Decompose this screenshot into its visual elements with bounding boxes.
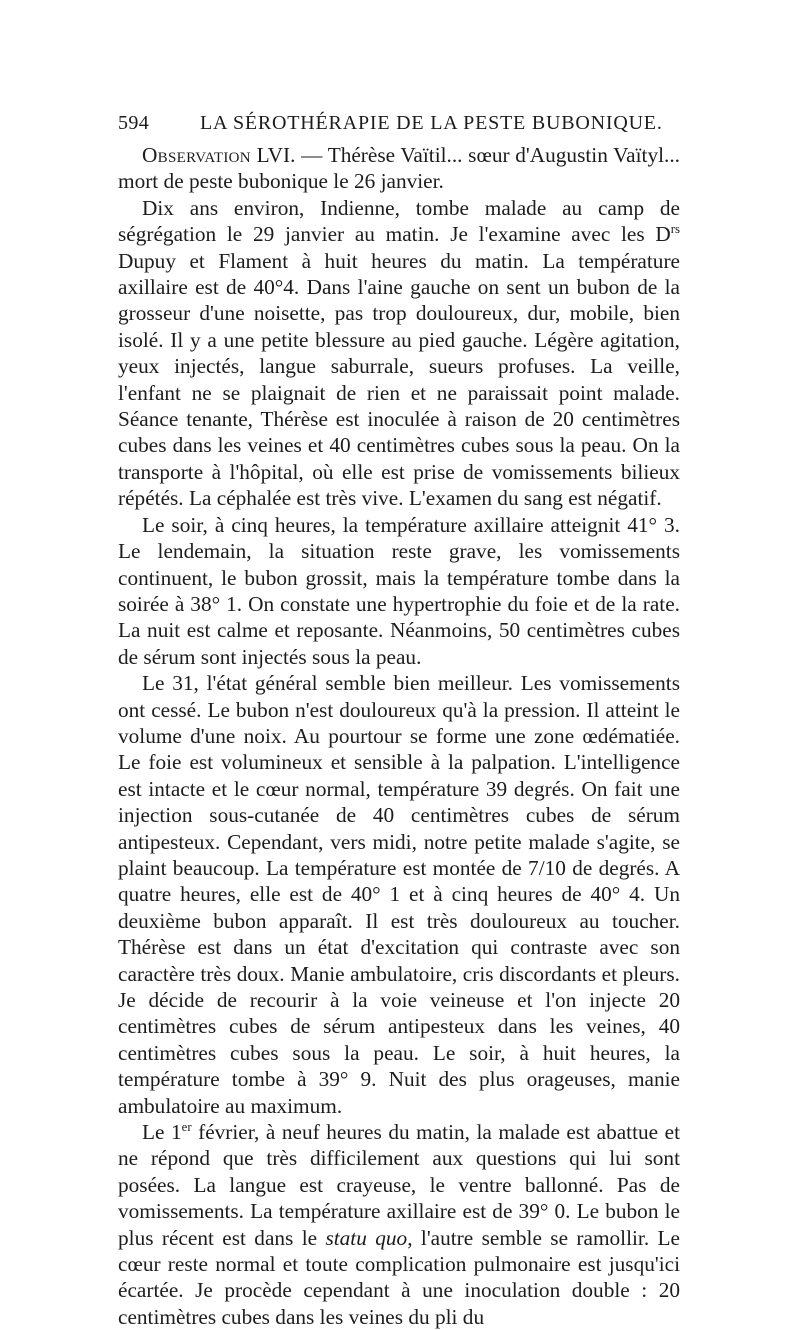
page-number: 594 bbox=[118, 112, 150, 134]
page-header bbox=[118, 112, 680, 142]
paragraph-2-text-a: Dix ans environ, Indienne, tombe malade au camp de ségrégation le 29 janvier au matin. Je l'examine avec les D bbox=[118, 195, 680, 247]
paragraph-5-text-c: , l'autre semble se ramollir. Le cœur reste normal et toute complication pulmonaire est jusqu'ici écartée. Je procède cependant à une inoculation double : 20 centimètres cubes dans les veines du pli du bbox=[118, 1225, 680, 1329]
running-title: LA SÉROTHÉRAPIE DE LA PESTE BUBONIQUE. bbox=[200, 112, 663, 134]
paragraph-2-text-b: Dupuy et Flament à huit heures du matin. La température axillaire est de 40°4. Dans l'aine gauche on sent un bubon de la grosseur d'une noisette, pas trop douloureux, dur, mobile, bien isolé. Il y a une petite blessure au pied gauche. Légère agitation, yeux injectés, langue saburrale, sueurs profuses. La veille, l'enfant ne se plaignait de rien et ne paraissait point malade. Séance tenante, Thérèse est inoculée à raison de 20 centimètres cubes dans les veines et 40 centimètres cubes sous la peau. On la transporte à l'hôpital, où elle est prise de vomissements bilieux répétés. La céphalée est très vive. L'examen du sang est négatif. bbox=[118, 248, 680, 511]
superscript-rs: rs bbox=[670, 222, 680, 237]
superscript-er: er bbox=[181, 1119, 192, 1134]
paragraph-3: Le soir, à cinq heures, la température axillaire atteignit 41° 3. Le lendemain, la situation reste grave, les vomissements continuent, le bubon grossit, mais la température tombe dans la soirée à 38° 1. On constate une hypertrophie du foie et de la rate. La nuit est calme et reposante. Néanmoins, 50 centimètres cubes de sérum sont injectés sous la peau. bbox=[118, 512, 680, 669]
observation-label: Observation bbox=[142, 143, 251, 167]
paragraph-1-text: LVI. — Thérèse Vaïtil... sœur d'Augustin Vaïtyl... mort de peste bubonique le 26 janvier. bbox=[118, 143, 680, 194]
paragraph-4: Le 31, l'état général semble bien meilleur. Les vomissements ont cessé. Le bubon n'est douloureux qu'à la pression. Il atteint le volume d'une noix. Au pourtour se forme une zone œdématiée. Le foie est volumineux et sensible à la palpation. L'intelligence est intacte et le cœur normal, température 39 degrés. On fait une injection sous-cutanée de 40 centimètres cubes de sérum antipesteux. Cependant, vers midi, notre petite malade s'agite, se plaint beaucoup. La température est montée de 7/10 de degrés. A quatre heures, elle est de 40° 1 et à cinq heures de 40° 4. Un deuxième bubon apparaît. Il est très douloureux au toucher. Thérèse est dans un état d'excitation qui contraste avec son caractère très doux. Manie ambulatoire, cris discordants et pleurs. Je décide de recourir à la voie veineuse et l'on injecte 20 centimètres cubes de sérum antipesteux dans les veines, 40 centimètres cubes sous la peau. Le soir, à huit heures, la température tombe à 39° 9. Nuit des plus orageuses, manie ambulatoire au maximum. bbox=[118, 671, 680, 1118]
paragraph-2 bbox=[118, 195, 680, 512]
paragraph-5-text-a: Le 1 bbox=[142, 1120, 182, 1145]
paragraph-5-text-b: février, à neuf heures du matin, la malade est abattue et ne répond que très difficilement aux questions qui lui sont posées. La langue est crayeuse, le ventre ballonné. Pas de vomissements. La température axillaire est de 39° 0. Le bubon le plus récent est dans le bbox=[118, 1120, 681, 1250]
italic-statu-quo: statu quo bbox=[325, 1225, 408, 1250]
paragraph-observation-heading bbox=[118, 142, 680, 195]
book-page bbox=[118, 112, 680, 1330]
body-text bbox=[118, 142, 680, 1330]
paragraph-5 bbox=[118, 1119, 680, 1330]
